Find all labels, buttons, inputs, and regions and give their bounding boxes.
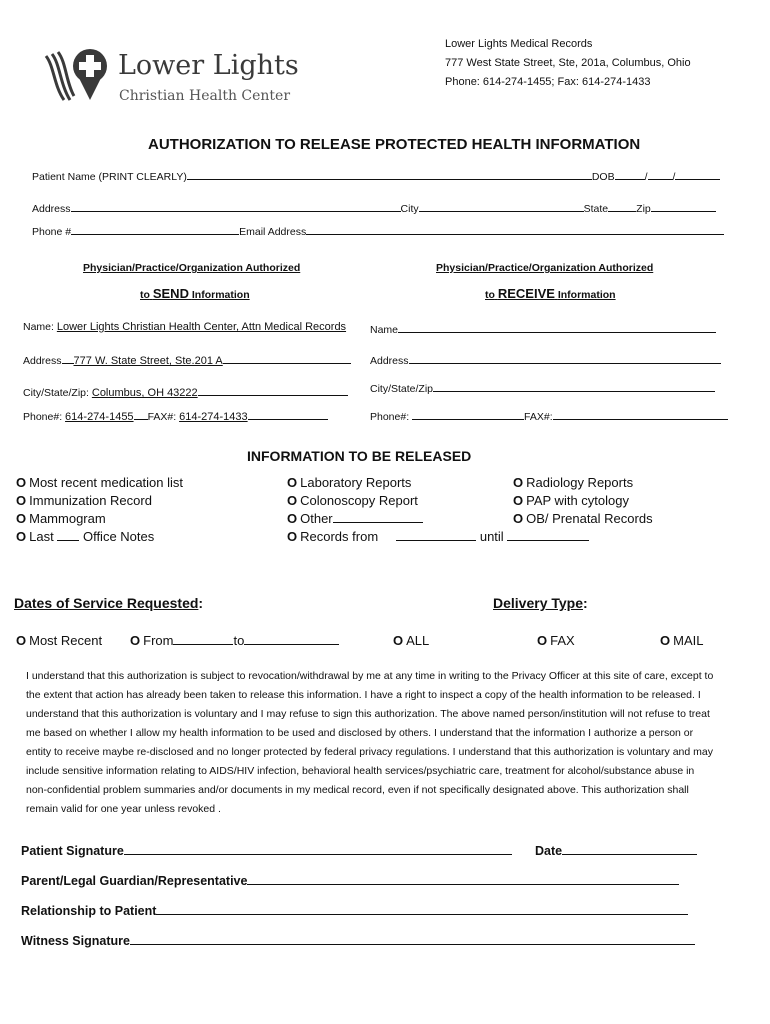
option-fax[interactable]: O FAX [537, 633, 575, 648]
receive-name-field[interactable] [398, 321, 716, 333]
receive-heading: Physician/Practice/Organization Authorized [436, 262, 654, 274]
option-records-from[interactable]: O Records from until [287, 528, 589, 546]
patient-name-label: Patient Name (PRINT CLEARLY) [32, 171, 187, 183]
option-immunization-record[interactable]: O Immunization Record [16, 493, 152, 508]
relationship-field[interactable] [156, 903, 688, 915]
address-label: Address [32, 203, 71, 215]
option-pap-cytology[interactable]: O PAP with cytology [513, 493, 629, 508]
guardian-field[interactable] [247, 873, 679, 885]
phone-field[interactable] [71, 223, 239, 235]
option-date-range[interactable]: O From to [130, 633, 339, 648]
header-org: Lower Lights Medical Records [445, 38, 593, 50]
zip-label: Zip [636, 203, 651, 215]
option-all[interactable]: O ALL [393, 633, 430, 648]
option-most-recent[interactable]: O Most Recent [16, 633, 103, 648]
info-col3 [513, 474, 653, 528]
patient-signature-field[interactable] [124, 843, 512, 855]
option-other[interactable]: O Other [287, 510, 589, 528]
option-ob-prenatal[interactable]: O OB/ Prenatal Records [513, 511, 653, 526]
option-office-notes[interactable]: O Last Office Notes [16, 529, 155, 544]
info-heading: INFORMATION TO BE RELEASED [247, 448, 472, 464]
send-name-row: Name: Lower Lights Christian Health Center, Attn Medical Records [23, 321, 347, 333]
logo-name: Lower Lights [118, 50, 299, 81]
send-phone-value: 614-274-1455 [65, 411, 134, 423]
option-laboratory-reports[interactable]: O Laboratory Reports [287, 475, 412, 490]
authorization-statement: I understand that this authorization is subject to revocation/withdrawal by me at any time in writing to the Privacy Officer at this site of care, except to the extent that action has already been taken to release this information. I have a right to inspect a copy of the health information to be released. I understand that this authorization is voluntary and I may refuse to sign this authorization. The above named person/institution will not refuse to treat me based on whether I allow my health information to be used and disclosed by others. I understand that the information I authorize a person or entity to receive maybe re-disclosed and no longer protected by federal privacy regulations. I understand that this authorization is voluntary and may include sensitive information relating to AIDS/HIV infection, behavioral health services/psychiatric care, treatment for alcohol/substance abuse in non-confidential problem summaries and/or documents in my medical record, even if not specifically designated above. This authorization shall remain valid for one year unless revoked . [26, 670, 714, 815]
logo-subtitle: Christian Health Center [119, 88, 291, 104]
header-phone-fax: Phone: 614-274-1455; Fax: 614-274-1433 [445, 76, 651, 88]
receive-city-row: City/State/Zip [370, 380, 715, 395]
option-medication-list[interactable]: O Most recent medication list [16, 475, 184, 490]
relationship-row: Relationship to Patient [21, 903, 688, 918]
option-radiology-reports[interactable]: O Radiology Reports [513, 475, 634, 490]
cross-shield-logo-icon [40, 46, 112, 108]
receive-address-field[interactable] [409, 352, 721, 364]
receive-heading-2: to RECEIVE Information [485, 286, 616, 301]
city-label: City [400, 203, 419, 215]
page-title: AUTHORIZATION TO RELEASE PROTECTED HEALTH INFORMATION [148, 136, 641, 153]
phone-label: Phone # [32, 226, 72, 238]
send-address-value: 777 W. State Street, Ste.201 A [73, 355, 223, 367]
zip-field[interactable] [651, 200, 716, 212]
send-name-value: Lower Lights Christian Health Center, Attn Medical Records [56, 321, 347, 333]
send-heading-2: to SEND Information [140, 286, 250, 301]
patient-address-row [32, 200, 716, 215]
email-field[interactable] [306, 223, 724, 235]
send-heading: Physician/Practice/Organization Authorized [83, 262, 301, 274]
witness-row: Witness Signature [21, 933, 695, 948]
date-row: Date [535, 843, 697, 858]
patient-name-field[interactable] [187, 168, 592, 180]
address-field[interactable] [71, 200, 401, 212]
dob-year-field[interactable] [675, 168, 720, 180]
dob-label: DOB [591, 171, 615, 183]
receive-address-row: Address [370, 352, 721, 367]
delivery-heading: Delivery Type: [493, 595, 588, 611]
receive-phone-field[interactable] [412, 408, 524, 420]
send-phone-row: Phone#: 614-274-1455 FAX#: 614-274-1433 [23, 408, 328, 423]
email-label: Email Address [239, 226, 307, 238]
receive-name-row: Name [370, 321, 716, 336]
patient-signature-row: Patient Signature [21, 843, 512, 858]
receive-phone-row: Phone#: FAX#: [370, 408, 728, 423]
date-field[interactable] [562, 843, 697, 855]
dates-heading: Dates of Service Requested: [14, 595, 204, 611]
patient-name-row: Patient Name (PRINT CLEARLY) DOB / / [32, 168, 720, 183]
dob-month-field[interactable] [615, 168, 645, 180]
logo [40, 46, 310, 110]
option-mammogram[interactable]: O Mammogram [16, 511, 106, 526]
state-field[interactable] [608, 200, 636, 212]
patient-phone-row [32, 223, 724, 238]
receive-city-field[interactable] [433, 380, 715, 392]
state-label: State [583, 203, 609, 215]
send-city-value: Columbus, OH 43222 [91, 387, 198, 399]
send-fax-value: 614-274-1433 [179, 411, 248, 423]
option-mail[interactable]: O MAIL [660, 633, 704, 648]
city-field[interactable] [419, 200, 584, 212]
receive-fax-field[interactable] [553, 408, 728, 420]
send-city-row: City/State/Zip: Columbus, OH 43222 [23, 384, 348, 399]
witness-signature-field[interactable] [130, 933, 695, 945]
dob-day-field[interactable] [648, 168, 673, 180]
send-address-row: Address 777 W. State Street, Ste.201 A [23, 352, 351, 367]
header-address: 777 West State Street, Ste, 201a, Columbus, Ohio [445, 57, 691, 69]
guardian-row: Parent/Legal Guardian/Representative [21, 873, 679, 888]
info-col1 [16, 474, 183, 546]
option-colonoscopy-report[interactable]: O Colonoscopy Report [287, 493, 418, 508]
